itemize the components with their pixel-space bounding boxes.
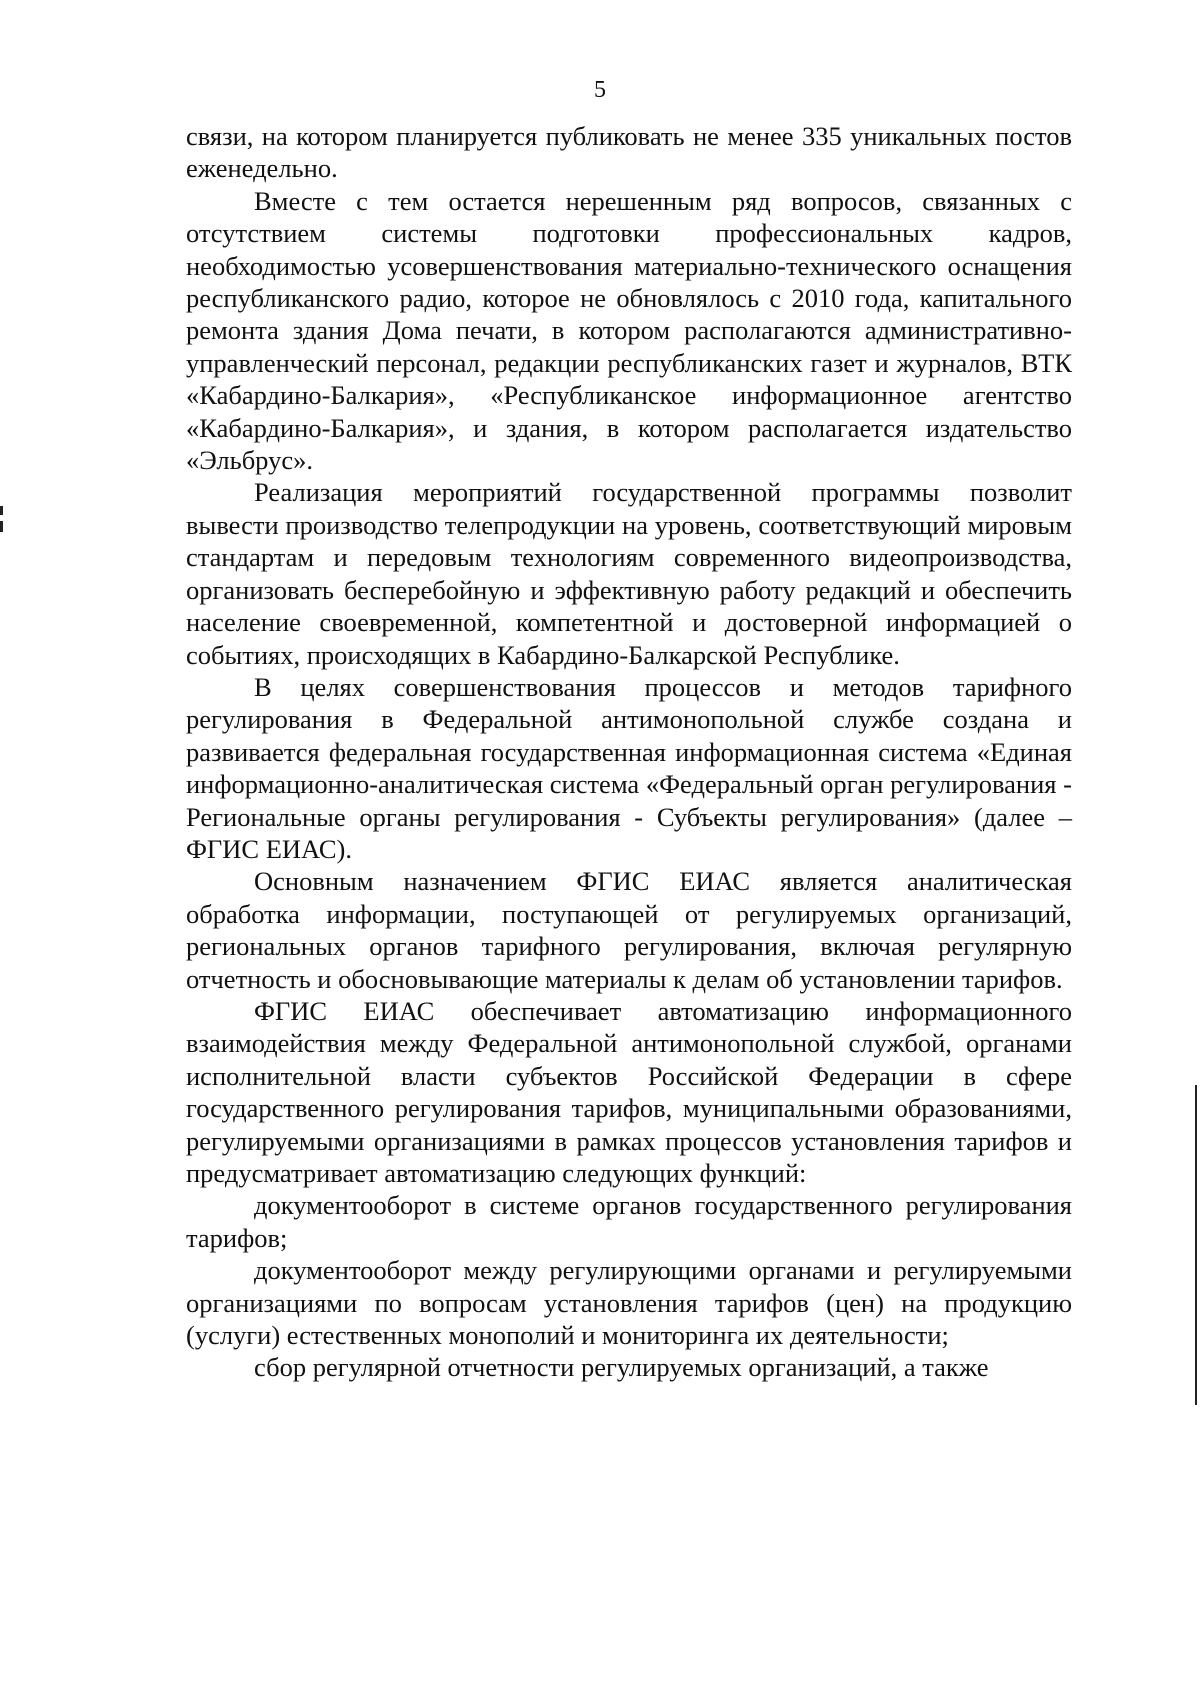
paragraph: ФГИС ЕИАС обеспечивает автоматизацию информационного взаимодействия между Федеральной антимонопольной службой, органами исполнительной власти субъектов Российской Федерации в сфере государственного регулирования тарифов, муниципальными образованиями, регулируемыми организациями в рамках процессов установления тарифов и предусматривает автоматизацию следующих функций: bbox=[186, 995, 1072, 1188]
page-number: 5 bbox=[594, 77, 606, 103]
paragraph: В целях совершенствования процессов и методов тарифного регулирования в Федеральной антимонопольной службе создана и развивается федеральная государственная информационная система «Единая информационно-аналитическая система «Федеральный орган регулирования - Региональные органы регулирования - Субъекты регулирования» (далее – ФГИС ЕИАС). bbox=[186, 671, 1072, 864]
paragraph: Вместе с тем остается нерешенным ряд вопросов, связанных с отсутствием системы подготовки профессиональных кадров, необходимостью усовершенствования материально-технического оснащения республиканского радио, которое не обновлялось с 2010 года, капитального ремонта здания Дома печати, в котором располагаются административно-управленческий персонал, редакции республиканских газет и журналов, ВТК «Кабардино-Балкария», «Республиканское информационное агентство «Кабардино-Балкария», и здания, в котором располагается издательство «Эльбрус». bbox=[186, 185, 1072, 476]
paragraph: связи, на котором планируется публиковать не менее 335 уникальных постов еженедельно. bbox=[186, 121, 1072, 184]
scan-margin-mark bbox=[0, 506, 3, 515]
paragraph: Основным назначением ФГИС ЕИАС является аналитическая обработка информации, поступающей от регулируемых организаций, региональных органов тарифного регулирования, включая регулярную отчетность и обосновывающие материалы к делам об установлении тарифов. bbox=[186, 866, 1072, 994]
document-body bbox=[186, 120, 1072, 1384]
list-item: документооборот в системе органов государственного регулирования тарифов; bbox=[186, 1190, 1072, 1253]
paragraph: Реализация мероприятий государственной программы позволит вывести производство телепродукции на уровень, соответствующий мировым стандартам и передовым технологиям современного видеопроизводства, организовать бесперебойную и эффективную работу редакций и обеспечить население своевременной, компетентной и достоверной информацией о событиях, происходящих в Кабардино-Балкарской Республике. bbox=[186, 477, 1072, 670]
list-item: документооборот между регулирующими органами и регулируемыми организациями по вопросам установления тарифов (цен) на продукцию (услуги) естественных монополий и мониторинга их деятельности; bbox=[186, 1255, 1072, 1351]
scan-margin-line bbox=[1195, 1085, 1197, 1405]
scan-margin-mark bbox=[0, 521, 3, 532]
list-item: сбор регулярной отчетности регулируемых организаций, а также bbox=[254, 1352, 989, 1383]
